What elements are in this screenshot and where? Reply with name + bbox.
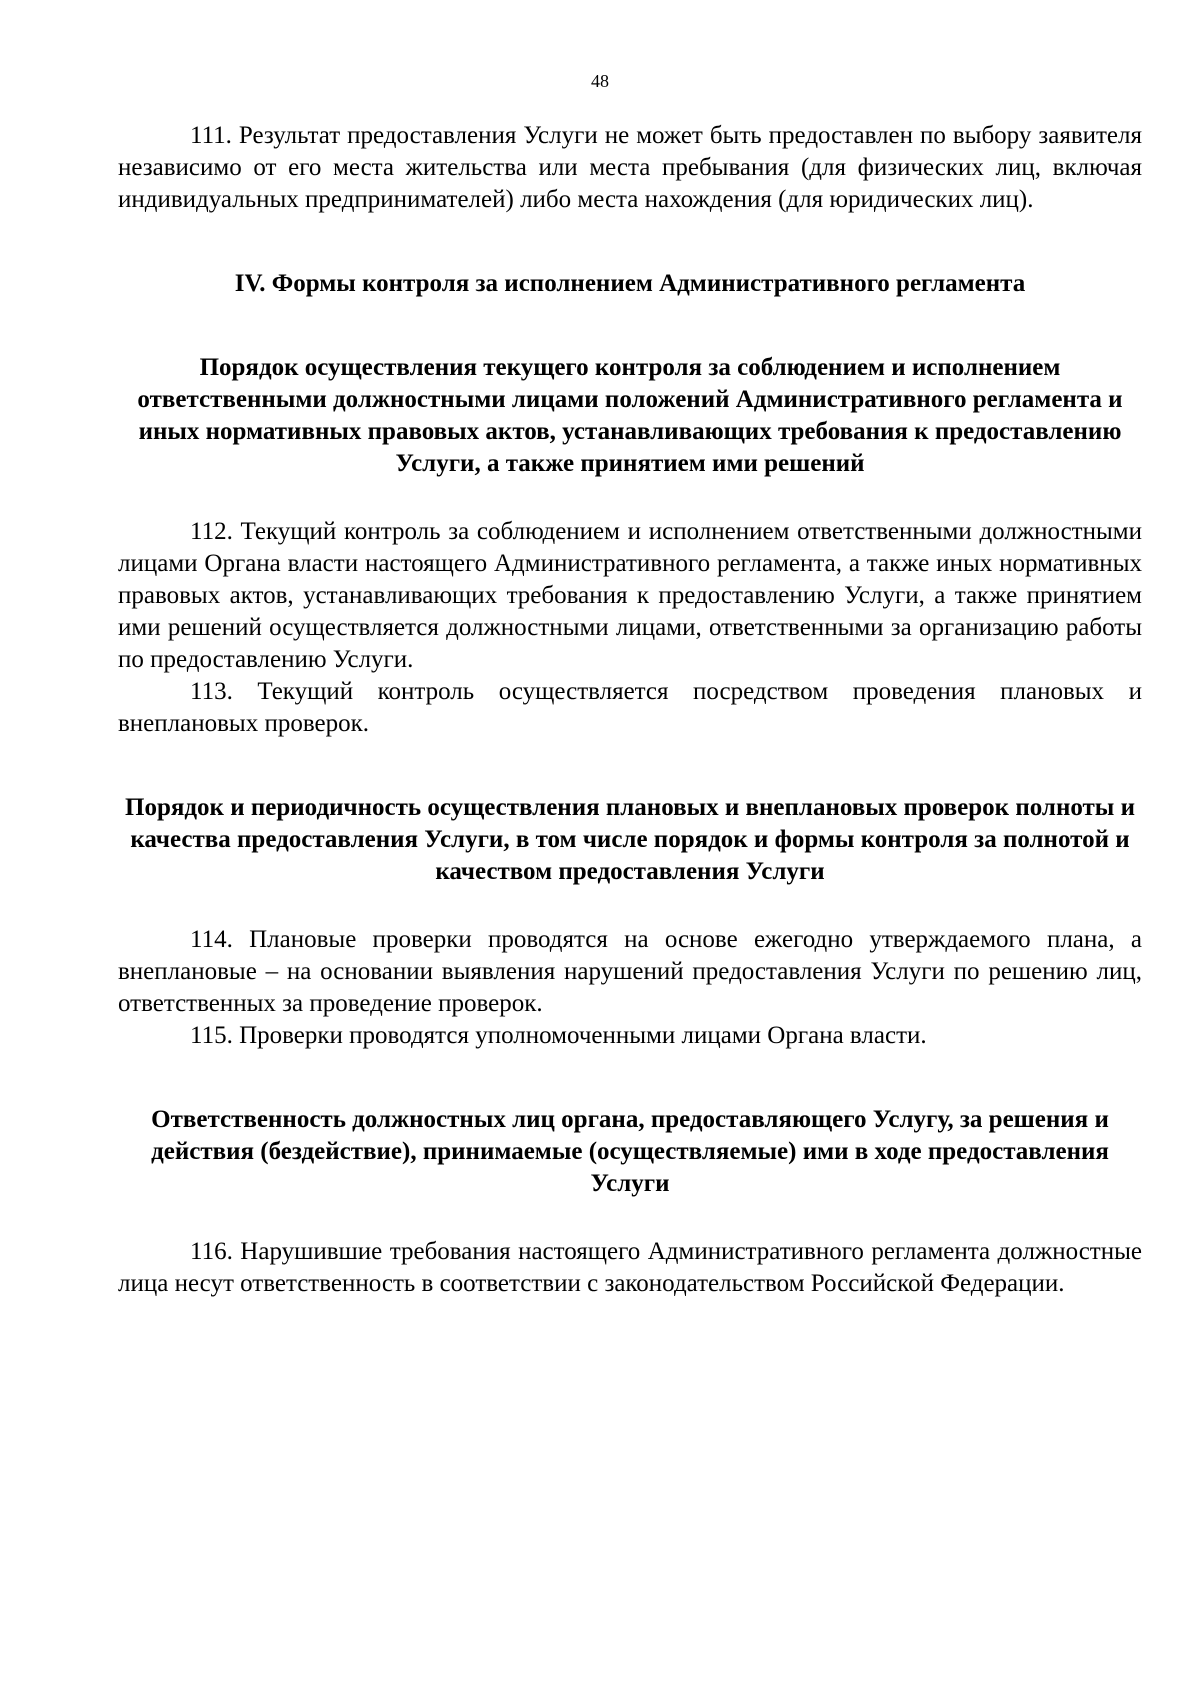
chapter-heading: IV. Формы контроля за исполнением Административного регламента bbox=[234, 270, 1026, 297]
section-heading-responsibility: Ответственность должностных лиц органа, предоставляющего Услугу, за решения и действия (бездействие), принимаемые (осуществляемые) ими в ходе предоставления Услуги bbox=[151, 1106, 1109, 1197]
paragraph-113: 113. Текущий контроль осуществляется посредством проведения плановых и внеплановых проверок. bbox=[118, 678, 1142, 737]
paragraph-111: 111. Результат предоставления Услуги не может быть предоставлен по выбору заявителя независимо от его места жительства или места пребывания (для физических лиц, включая индивидуальных предпринимателей) либо места нахождения (для юридических лиц). bbox=[118, 122, 1142, 213]
paragraph-112: 112. Текущий контроль за соблюдением и исполнением ответственными должностными лицами Органа власти настоящего Административного регламента, а также иных нормативных правовых актов, устанавливающих требования к предоставлению Услуги, а также принятием ими решений осуществляется должностными лицами, ответственными за организацию работы по предоставлению Услуги. bbox=[118, 518, 1142, 673]
document-body bbox=[118, 120, 1142, 1300]
section-heading-current-control: Порядок осуществления текущего контроля за соблюдением и исполнением ответственными должностными лицами положений Административного регламента и иных нормативных правовых актов, устанавливающих требования к предоставлению Услуги, а также принятием ими решений bbox=[137, 354, 1123, 477]
paragraph-115: 115. Проверки проводятся уполномоченными лицами Органа власти. bbox=[190, 1022, 927, 1049]
paragraph-114: 114. Плановые проверки проводятся на основе ежегодно утверждаемого плана, а внеплановые – на основании выявления нарушений предоставления Услуги по решению лиц, ответственных за проведение проверок. bbox=[118, 926, 1142, 1017]
page-number: 48 bbox=[591, 71, 609, 91]
section-heading-inspections: Порядок и периодичность осуществления плановых и внеплановых проверок полноты и качества предоставления Услуги, в том числе порядок и формы контроля за полнотой и качеством предоставления Услуги bbox=[125, 794, 1135, 885]
paragraph-116: 116. Нарушившие требования настоящего Административного регламента должностные лица несут ответственность в соответствии с законодательством Российской Федерации. bbox=[118, 1238, 1142, 1297]
